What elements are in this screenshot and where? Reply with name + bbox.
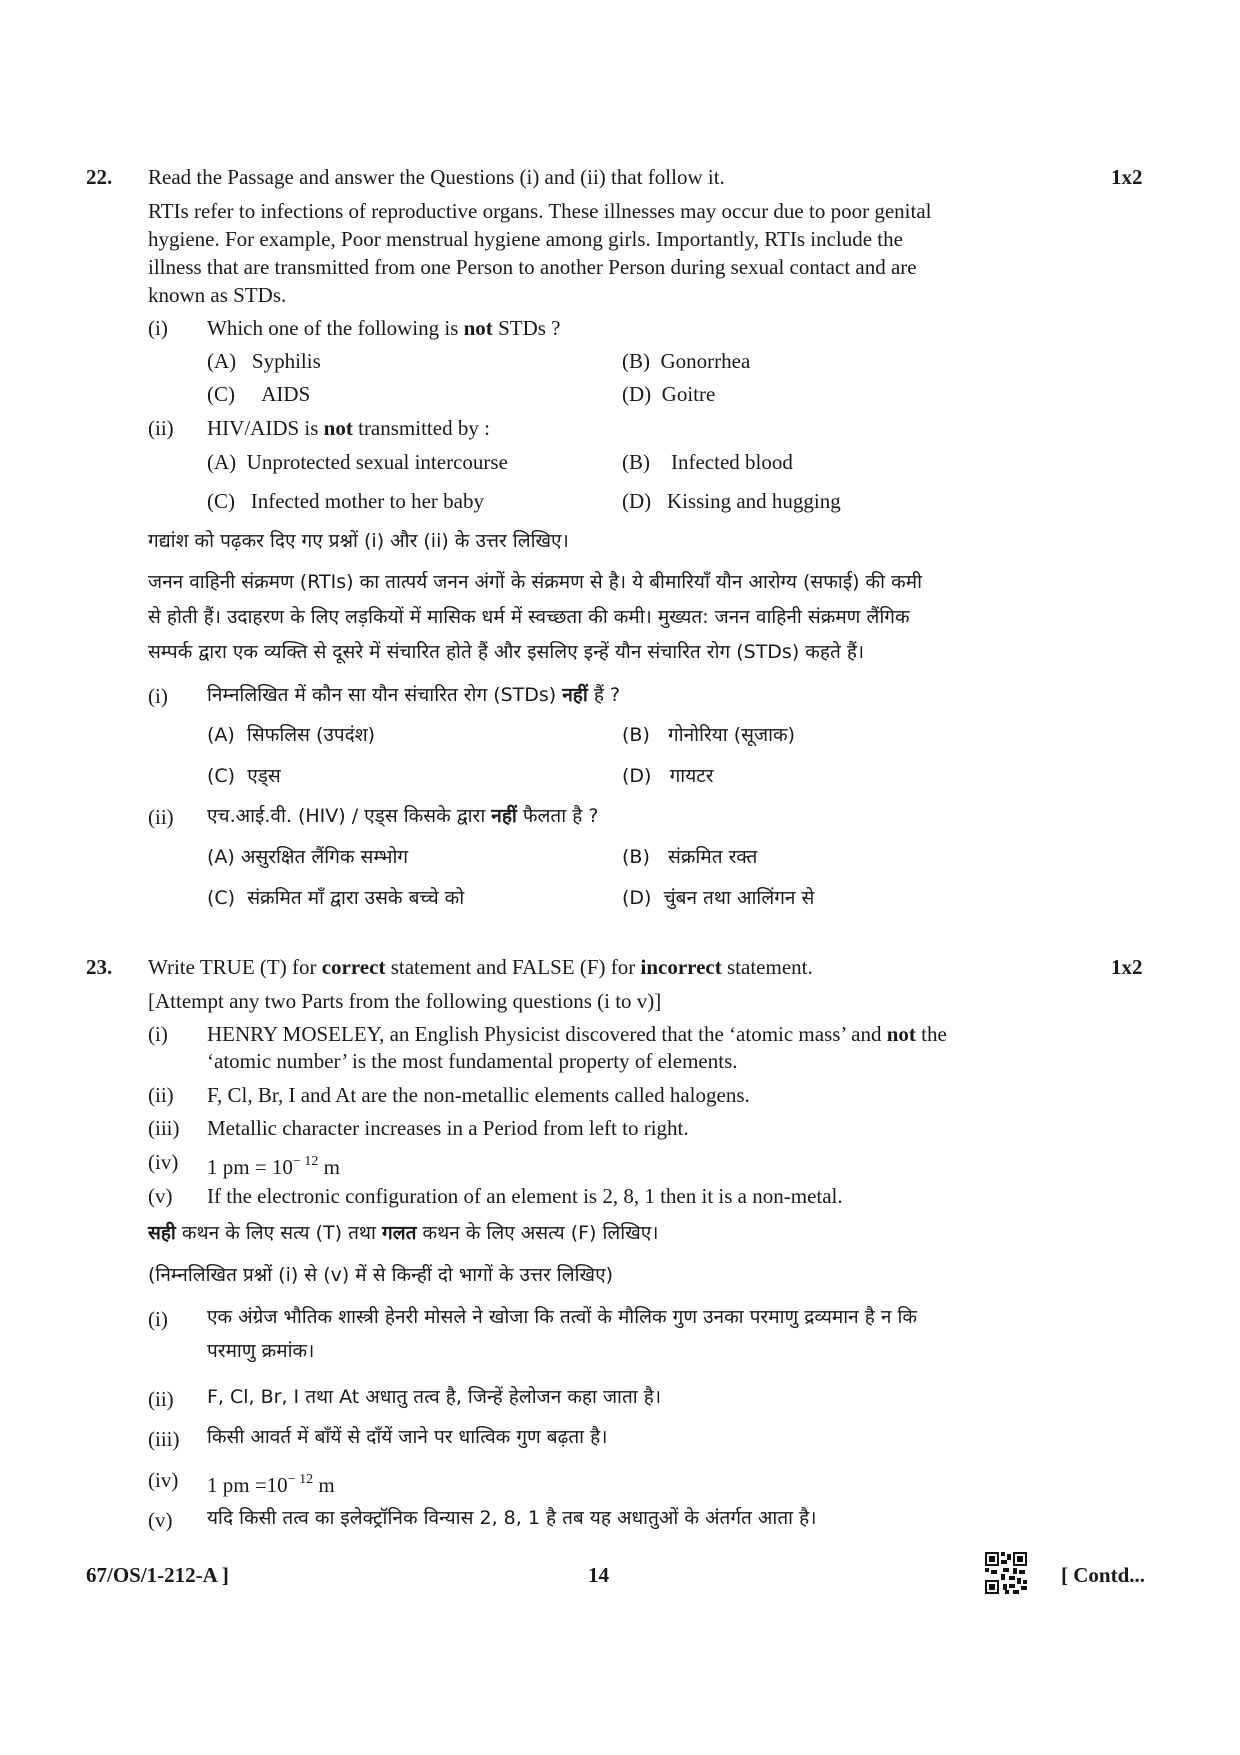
q22-hi-i-option-d: (D) गायटर	[622, 765, 714, 787]
q23-item-iv: 1 pm = $10^{- 12}$ m	[207, 1154, 340, 1179]
q22-passage-line: illness that are transmitted from one Person to another Person during sexual contact and are	[148, 255, 917, 279]
q23-item-label: (iii)	[148, 1116, 180, 1140]
q23-hindi-item-label: (ii)	[148, 1387, 174, 1411]
q22-passage-line: RTIs refer to infections of reproductive organs. These illnesses may occur due to poor genital	[148, 199, 932, 223]
q22-hi-i-question: निम्नलिखित में कौन सा यौन संचारित रोग (STDs) नहीं हैं ?	[207, 684, 621, 706]
q23-item-label: (v)	[148, 1184, 173, 1208]
q22-hi-i-option-a: (A) सिफलिस (उपदंश)	[207, 724, 376, 746]
footer-contd: [ Contd...	[1061, 1563, 1146, 1587]
q22-i-question: Which one of the following is not STDs ?	[207, 316, 561, 340]
q23-hindi-item-i-line1: एक अंग्रेज भौतिक शास्त्री हेनरी मोसले ने खोजा कि तत्वों के मौलिक गुण उनका परमाणु द्रव्यमान है न कि	[207, 1306, 917, 1328]
q22-instruction: Read the Passage and answer the Questions (i) and (ii) that follow it.	[148, 165, 725, 189]
q23-hindi-item-label: (iv)	[148, 1468, 179, 1492]
q23-item-i-line1: HENRY MOSELEY, an English Physicist discovered that the ‘atomic mass’ and not the	[207, 1022, 947, 1046]
q23-hindi-item-i-line2: परमाणु क्रमांक।	[207, 1340, 315, 1362]
q22-ii-option-c: (C) Infected mother to her baby	[207, 489, 484, 513]
q22-hi-ii-option-a: (A) असुरक्षित लैंगिक सम्भोग	[207, 846, 409, 868]
q23-hindi-item-iii: किसी आवर्त में बाँयें से दाँयें जाने पर धात्विक गुण बढ़ता है।	[207, 1426, 608, 1448]
q23-hindi-item-iv: 1 pm $=10^{- 12}$ m	[207, 1472, 335, 1497]
q22-ii-option-d: (D) Kissing and hugging	[622, 489, 841, 513]
q22-ii-question: HIV/AIDS is not transmitted by :	[207, 416, 490, 440]
q22-number: 22.	[86, 165, 113, 189]
q22-i-label: (i)	[148, 316, 168, 340]
q22-hi-i-option-c: (C) एड्स	[207, 765, 281, 787]
q22-i-option-a: (A) Syphilis	[207, 349, 321, 373]
q22-hindi-passage-line: से होती हैं। उदाहरण के लिए लड़कियों में मासिक धर्म में स्वच्छता की कमी। मुख्यत: जनन वाहिनी संक्रमण लैंगिक	[148, 606, 910, 628]
q23-instruction: Write TRUE (T) for correct statement and FALSE (F) for incorrect statement.	[148, 955, 813, 979]
q23-marks: 1x2	[1111, 955, 1143, 979]
q23-item-ii: F, Cl, Br, I and At are the non-metallic elements called halogens.	[207, 1083, 750, 1107]
q22-ii-label: (ii)	[148, 416, 174, 440]
q23-hindi-item-label: (i)	[148, 1307, 168, 1331]
q22-i-option-d: (D) Goitre	[622, 382, 716, 406]
footer-paper-code: 67/OS/1-212-A ]	[86, 1563, 229, 1587]
q22-hi-i-option-b: (B) गोनोरिया (सूजाक)	[622, 724, 796, 746]
q23-item-i-line2: ‘atomic number’ is the most fundamental property of elements.	[207, 1049, 738, 1073]
q23-attempt: [Attempt any two Parts from the following questions (i to v)]	[148, 989, 662, 1013]
q23-hindi-item-ii: F, Cl, Br, I तथा At अधातु तत्व है, जिन्हें हेलोजन कहा जाता है।	[207, 1386, 662, 1408]
q22-marks: 1x2	[1111, 165, 1143, 189]
q22-hi-ii-option-b: (B) संक्रमित रक्त	[622, 846, 758, 868]
q22-hi-ii-option-c: (C) संक्रमित माँ द्वारा उसके बच्चे को	[207, 887, 465, 909]
q22-hi-ii-option-d: (D) चुंबन तथा आलिंगन से	[622, 887, 815, 909]
q23-hindi-instruction: सही कथन के लिए सत्य (T) तथा गलत कथन के लिए असत्य (F) लिखिए।	[148, 1222, 659, 1244]
q23-hindi-item-label: (iii)	[148, 1427, 180, 1451]
q22-hindi-passage-line: सम्पर्क द्वारा एक व्यक्ति से दूसरे में संचारित होते हैं और इसलिए इन्हें यौन संचारित रोग (STDs) कहते हैं।	[148, 641, 865, 663]
q22-hindi-instruction: गद्यांश को पढ़कर दिए गए प्रश्नों (i) और (ii) के उत्तर लिखिए।	[148, 530, 569, 552]
q23-item-label: (iv)	[148, 1150, 179, 1174]
q22-passage-line: hygiene. For example, Poor menstrual hygiene among girls. Importantly, RTIs include the	[148, 227, 903, 251]
q23-item-label: (ii)	[148, 1083, 174, 1107]
q23-hindi-item-label: (v)	[148, 1508, 173, 1532]
q22-passage-line: known as STDs.	[148, 283, 287, 307]
q23-hindi-item-v: यदि किसी तत्व का इलेक्ट्रॉनिक विन्यास 2, 8, 1 है तब यह अधातुओं के अंतर्गत आता है।	[207, 1507, 817, 1529]
q22-hi-i-label: (i)	[148, 684, 168, 708]
q23-hindi-attempt: (निम्नलिखित प्रश्नों (i) से (v) में से किन्हीं दो भागों के उत्तर लिखिए)	[148, 1264, 613, 1286]
q22-ii-option-a: (A) Unprotected sexual intercourse	[207, 450, 508, 474]
q23-item-v: If the electronic configuration of an element is 2, 8, 1 then it is a non-metal.	[207, 1184, 843, 1208]
q22-ii-option-b: (B) Infected blood	[622, 450, 793, 474]
q22-i-option-c: (C) AIDS	[207, 382, 311, 406]
q22-hindi-passage-line: जनन वाहिनी संक्रमण (RTIs) का तात्पर्य जनन अंगों के संक्रमण से है। ये बीमारियाँ यौन आरोग्य (सफाई) की कमी	[148, 571, 922, 593]
q22-hi-ii-question: एच.आई.वी. (HIV) / एड्स किसके द्वारा नहीं फैलता है ?	[207, 805, 599, 827]
q23-number: 23.	[86, 955, 113, 979]
qr-code-icon	[985, 1552, 1027, 1594]
q22-i-option-b: (B) Gonorrhea	[622, 349, 751, 373]
q23-item-iii: Metallic character increases in a Period from left to right.	[207, 1116, 689, 1140]
q22-hi-ii-label: (ii)	[148, 805, 174, 829]
q23-item-label: (i)	[148, 1022, 168, 1046]
footer-page-number: 14	[588, 1563, 609, 1587]
